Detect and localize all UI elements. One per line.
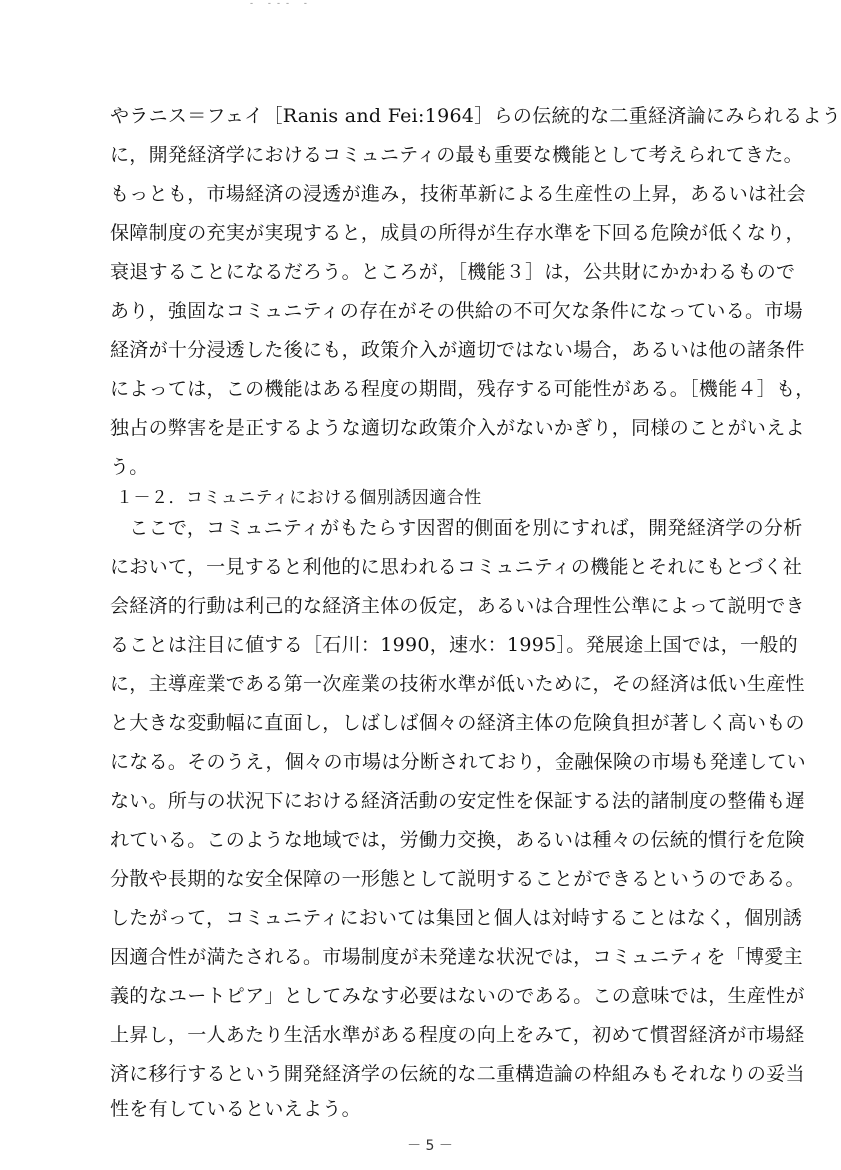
text-line: れている。このような地域では，労働力交換，あるいは種々の伝統的慣行を危険 xyxy=(110,829,805,851)
text-line: 保障制度の充実が実現すると，成員の所得が生存水準を下回る危険が低くなり， xyxy=(110,222,805,244)
text-line: ない。所与の状況下における経済活動の安定性を保証する法的諸制度の整備も遅 xyxy=(110,790,805,812)
text-line: 経済が十分浸透した後にも，政策介入が適切ではない場合，あるいは他の諸条件 xyxy=(110,339,805,361)
text-line: によっては，この機能はある程度の期間，残存する可能性がある。［機能４］も， xyxy=(110,378,815,400)
text-line: と大きな変動幅に直面し，しばしば個々の経済主体の危険負担が著しく高いもの xyxy=(110,712,805,734)
text-line: あり，強固なコミュニティの存在がその供給の不可欠な条件になっている。市場 xyxy=(110,300,803,322)
text-line: 性を有しているといえよう。 xyxy=(110,1098,361,1120)
text-line: ることは注目に値する［石川：1990，速水：1995］。発展途上国では，一般的 xyxy=(110,634,798,656)
text-line: 済に移行するという開発経済学の伝統的な二重構造論の枠組みもそれなりの妥当 xyxy=(110,1063,805,1085)
text-line: やラニス＝フェイ［Ranis and Fei:1964］らの伝統的な二重経済論にみられるよう xyxy=(110,105,841,127)
text-line: 上昇し，一人あたり生活水準がある程度の向上をみて，初めて慣習経済が市場経 xyxy=(110,1024,805,1046)
header-marks: - --- - xyxy=(250,0,313,9)
text-line: において，一見すると利他的に思われるコミュニティの機能とそれにもとづく社 xyxy=(110,556,803,578)
text-line: したがって，コミュニティにおいては集団と個人は対峙することはなく，個別誘 xyxy=(110,907,803,929)
text-line: に，主導産業である第一次産業の技術水準が低いために，その経済は低い生産性 xyxy=(110,673,805,695)
page-number: － 5 － xyxy=(407,1138,453,1154)
text-line: ここで，コミュニティがもたらす因習的側面を別にすれば，開発経済学の分析 xyxy=(110,517,803,539)
text-line: 衰退することになるだろう。ところが，［機能３］は，公共財にかかわるもので xyxy=(110,261,796,283)
text-line: 因適合性が満たされる。市場制度が未発達な状況では，コミュニティを「博愛主 xyxy=(110,946,803,968)
text-line: う。 xyxy=(110,456,149,478)
section-heading: １－２．コミュニティにおける個別誘因適合性 xyxy=(116,488,482,508)
text-line: に，開発経済学におけるコミュニティの最も重要な機能として考えられてきた。 xyxy=(110,144,803,166)
text-line: もっとも，市場経済の浸透が進み，技術革新による生産性の上昇，あるいは社会 xyxy=(110,183,806,205)
text-line: 独占の弊害を是正するような適切な政策介入がないかぎり，同様のことがいえよ xyxy=(110,417,805,439)
text-line: 会経済的行動は利己的な経済主体の仮定，あるいは合理性公準によって説明でき xyxy=(110,595,805,617)
text-line: 分散や長期的な安全保障の一形態として説明することができるというのである。 xyxy=(110,868,805,890)
text-line: 義的なユートピア」としてみなす必要はないのである。この意味では，生産性が xyxy=(110,985,805,1007)
text-line: になる。そのうえ，個々の市場は分断されており，金融保険の市場も発達してい xyxy=(110,751,806,773)
